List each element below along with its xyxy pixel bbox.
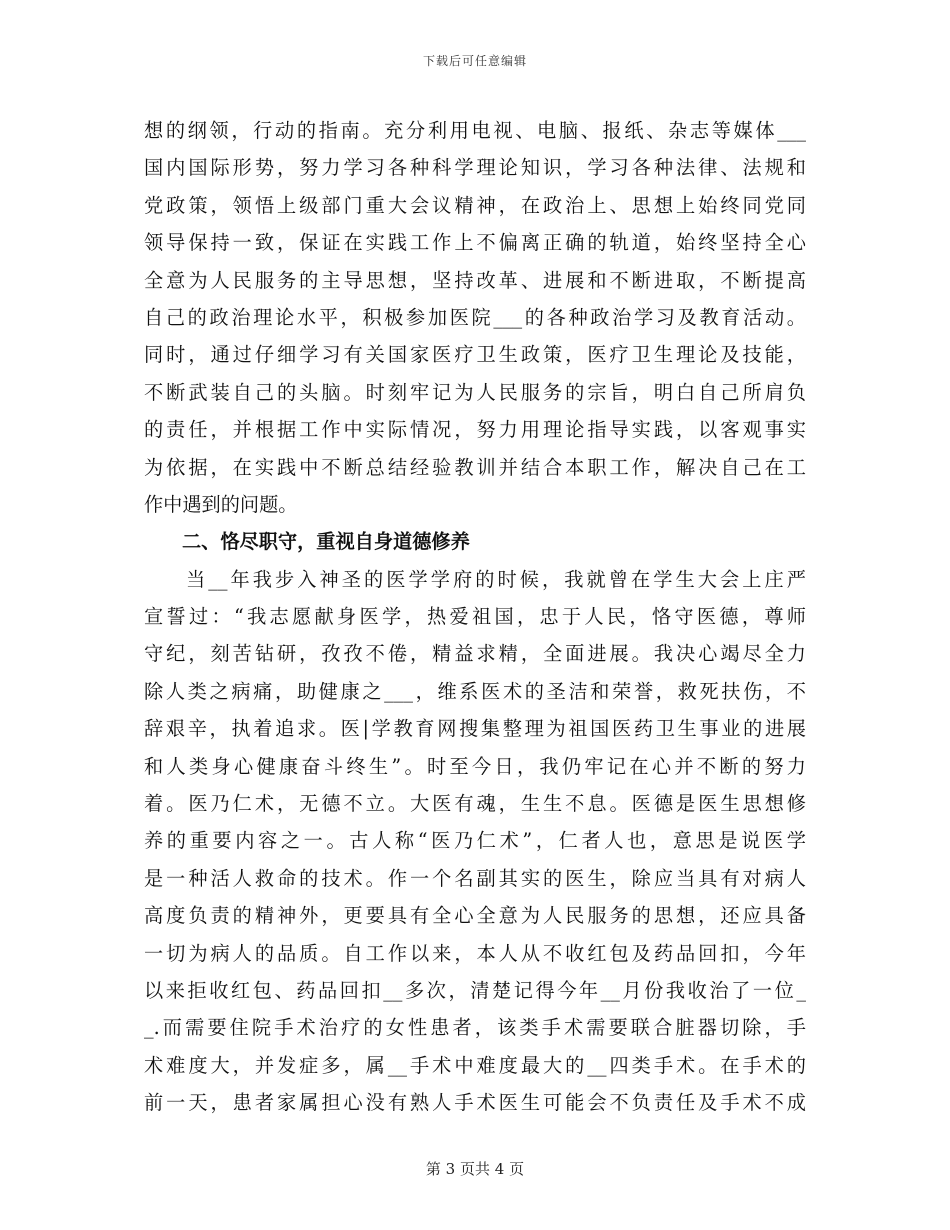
paragraph-line: 作中遇到的问题。 [144,492,298,516]
paragraph-line: 想的纲领，行动的指南。充分利用电视、电脑、报纸、杂志等媒体___ [144,119,806,142]
paragraph-line: 前一天，患者家属担心没有熟人手术医生可能会不负责任及手术不成 [144,1091,806,1115]
paragraph-line: 宣誓过：“我志愿献身医学，热爱祖国，忠于人民，恪守医德，尊师 [144,605,806,629]
paragraph-line: 和人类身心健康奋斗终生”。时至今日，我仍牢记在心并不断的努力 [144,754,806,778]
paragraph-line: 党政策，领悟上级部门重大会议精神，在政治上、思想上始终同党同 [144,193,806,217]
paragraph-line: 着。医乃仁术，无德不立。大医有魂，生生不息。医德是医生思想修 [144,792,806,816]
paragraph-line: _.而需要住院手术治疗的女性患者，该类手术需要联合脏器切除，手 [144,1016,806,1040]
paragraph-line: 领导保持一致，保证在实践工作上不偏离正确的轨道，始终坚持全心 [144,231,806,255]
paragraph-line: 高度负责的精神外，更要具有全心全意为人民服务的思想，还应具备 [144,904,806,928]
paragraph-line: 养的重要内容之一。古人称“医乃仁术”，仁者人也，意思是说医学 [144,829,806,853]
page-header: 下载后可任意编辑 [422,54,527,68]
paragraph-line: 不断武装自己的头脑。时刻牢记为人民服务的宗旨，明白自己所肩负 [144,380,806,404]
paragraph-line: 除人类之病痛，助健康之___，维系医术的圣洁和荣誉，救死扶伤，不 [144,679,806,703]
paragraph-line: 自己的政治理论水平，积极参加医院___的各种政治学习及教育活动。 [144,305,806,329]
document-body [144,112,806,1122]
paragraph-line: 为依据，在实践中不断总结经验教训并结合本职工作，解决自己在工 [144,455,806,479]
paragraph-line: 守纪，刻苦钻研，孜孜不倦，精益求精，全面进展。我决心竭尽全力 [144,642,806,666]
paragraph-line: 以来拒收红包、药品回扣__多次，清楚记得今年__月份我收治了一位_ [144,978,806,1002]
paragraph-line: 同时，通过仔细学习有关国家医疗卫生政策，医疗卫生理论及技能， [144,343,806,367]
section-heading: 二、恪尽职守，重视自身道德修养 [182,530,470,554]
page-number-footer: 第 3 页共 4 页 [425,1160,525,1178]
paragraph-line: 国内国际形势，努力学习各种科学理论知识，学习各种法律、法规和 [144,156,806,180]
paragraph-line: 术难度大，并发症多，属__手术中难度最大的__四类手术。在手术的 [144,1053,806,1077]
paragraph-line: 当__年我步入神圣的医学学府的时候，我就曾在学生大会上庄严 [186,567,806,591]
paragraph-line: 的责任，并根据工作中实际情况，努力用理论指导实践，以客观事实 [144,418,806,442]
paragraph-line: 辞艰辛，执着追求。医|学教育网搜集整理为祖国医药卫生事业的进展 [144,717,806,741]
paragraph-line: 全意为人民服务的主导思想，坚持改革、进展和不断进取，不断提高 [144,268,806,292]
paragraph-line: 一切为病人的品质。自工作以来，本人从不收红包及药品回扣，今年 [144,941,806,965]
paragraph-line: 是一种活人救命的技术。作一个名副其实的医生，除应当具有对病人 [144,866,806,890]
